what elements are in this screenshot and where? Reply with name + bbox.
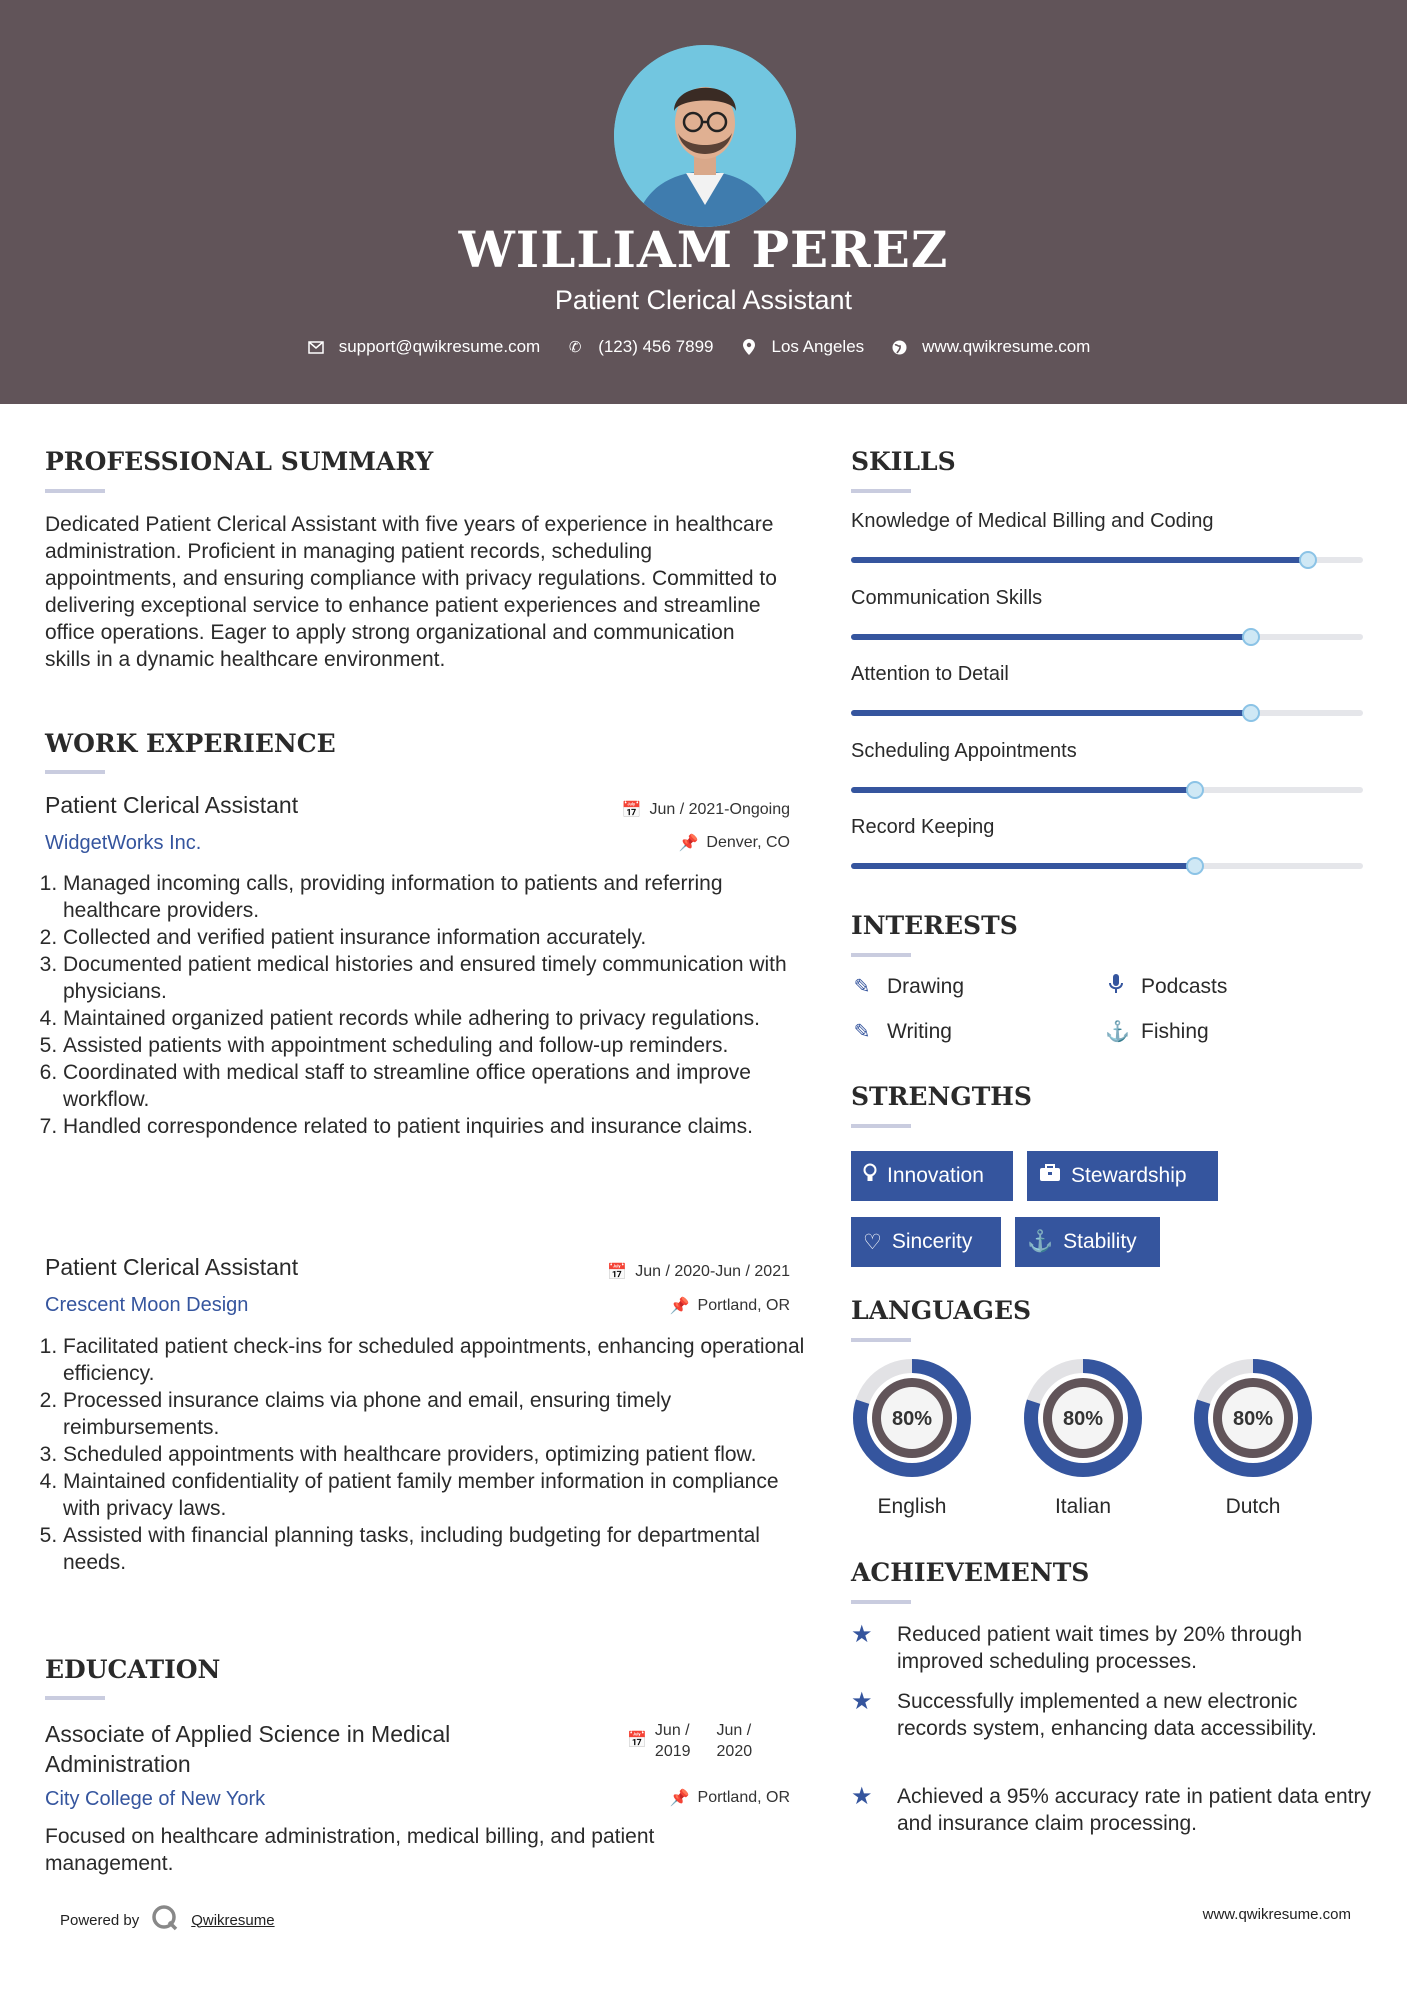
strength-label: Innovation xyxy=(887,1164,984,1187)
skill-label: Communication Skills xyxy=(851,586,1043,609)
job-location-text: Portland, OR xyxy=(697,1297,790,1314)
candidate-name: WILLIAM PEREZ xyxy=(458,220,949,279)
strength-label: Stability xyxy=(1063,1230,1137,1253)
strength-tag xyxy=(1015,1217,1160,1267)
degree-title-line2: Administration xyxy=(45,1751,191,1777)
interest-item xyxy=(851,1019,952,1044)
list-item: 2. Collected and verified patient insurance information accurately. xyxy=(63,924,793,951)
job-dates-text: Jun / 2021-Ongoing xyxy=(649,801,790,818)
skill-bar xyxy=(851,557,1363,563)
job-company[interactable]: Crescent Moon Design xyxy=(45,1294,249,1316)
experience-heading-underline xyxy=(45,770,105,774)
list-item: 6. Coordinated with medical staff to streamline office operations and improve workflow. xyxy=(63,1059,793,1113)
skills-heading-underline xyxy=(851,489,911,493)
job-company[interactable]: WidgetWorks Inc. xyxy=(45,832,202,854)
skill-label: Scheduling Appointments xyxy=(851,739,1077,762)
skills-heading: SKILLS xyxy=(851,447,956,476)
location-text: Los Angeles xyxy=(771,337,865,356)
achievement-text: Successfully implemented a new electronic records system, enhancing data accessibility. xyxy=(897,1690,1317,1740)
education-heading-underline xyxy=(45,1696,105,1700)
website-text: www.qwikresume.com xyxy=(922,337,1091,356)
skill-bar xyxy=(851,634,1363,640)
phone-icon: ✆ xyxy=(568,339,582,356)
education-location-text: Portland, OR xyxy=(697,1789,790,1806)
anchor-icon: ⚓ xyxy=(1027,1230,1054,1253)
footer-powered-by xyxy=(60,1904,275,1936)
language-ring xyxy=(1192,1357,1314,1479)
skill-bar xyxy=(851,710,1363,716)
language-percent: 80% xyxy=(891,1408,933,1430)
achievements-heading-underline xyxy=(851,1600,911,1604)
contact-email[interactable] xyxy=(307,337,541,357)
skill-bar xyxy=(851,863,1363,869)
job-responsibilities xyxy=(45,1333,813,1576)
interest-item xyxy=(1105,974,1227,1000)
phone-text: (123) 456 7899 xyxy=(598,337,714,356)
list-item: 4. Maintained organized patient records while adhering to privacy regulations. xyxy=(63,1005,793,1032)
job-location-text: Denver, CO xyxy=(706,834,790,851)
education-heading: EDUCATION xyxy=(45,1655,221,1684)
contact-phone[interactable] xyxy=(566,337,713,357)
skill-bar xyxy=(851,787,1363,793)
education-end: Jun / 2020 xyxy=(716,1722,753,1760)
summary-text: Dedicated Patient Clerical Assistant with five years of experience in healthcare administration. Proficient in managing patient records, scheduling appointments, and ensuring compliance with privacy regulations. Committed to delivering exceptional service to enhance patient experiences and streamline office operations. Eager to apply strong organizational and communication skills in a dynamic healthcare environment. xyxy=(45,513,777,671)
pin-icon: 📌 xyxy=(669,1790,690,1807)
job-responsibilities xyxy=(45,870,793,1140)
pencil-icon: ✎ xyxy=(853,976,871,998)
skill-bar-knob xyxy=(1242,628,1260,646)
list-item: 1. Managed incoming calls, providing information to patients and referring healthcare providers. xyxy=(63,870,793,924)
job-title: Patient Clerical Assistant xyxy=(45,1254,299,1280)
star-icon: ★ xyxy=(851,1783,873,1810)
skill-bar-fill xyxy=(851,557,1307,563)
language-ring xyxy=(1022,1357,1144,1479)
strengths-heading: STRENGTHS xyxy=(851,1082,1032,1111)
interest-item xyxy=(1105,1019,1209,1044)
qwikresume-logo-icon xyxy=(151,1904,179,1936)
envelope-icon xyxy=(307,338,325,356)
interest-label: Fishing xyxy=(1141,1019,1209,1043)
achievements-heading: ACHIEVEMENTS xyxy=(851,1558,1090,1587)
skill-label: Record Keeping xyxy=(851,816,995,838)
job-dates-text: Jun / 2020-Jun / 2021 xyxy=(635,1263,790,1280)
pencil-icon: ✎ xyxy=(853,1021,871,1043)
resume-header xyxy=(0,0,1407,404)
list-item: 4. Maintained confidentiality of patient family member information in compliance with privacy laws. xyxy=(63,1468,813,1522)
star-icon: ★ xyxy=(851,1688,873,1715)
brand-link[interactable]: Qwikresume xyxy=(191,1911,275,1929)
languages-heading-underline xyxy=(851,1338,911,1342)
interest-item xyxy=(851,974,964,999)
language-ring xyxy=(851,1357,973,1479)
interest-label: Writing xyxy=(887,1019,952,1043)
degree-title-line1: Associate of Applied Science in Medical xyxy=(45,1721,451,1747)
school-name[interactable]: City College of New York xyxy=(45,1788,266,1810)
list-item: 3. Documented patient medical histories and ensured timely communication with physicians. xyxy=(63,951,793,1005)
list-item: 1. Facilitated patient check-ins for scheduled appointments, enhancing operational efficiency. xyxy=(63,1333,813,1387)
skill-bar-knob xyxy=(1186,781,1204,799)
skill-bar-fill xyxy=(851,710,1250,716)
calendar-icon: 📅 xyxy=(621,802,642,819)
job-dates xyxy=(520,1262,790,1282)
achievement-item xyxy=(851,1621,1371,1675)
achievement-text: Achieved a 95% accuracy rate in patient data entry and insurance claim processing. xyxy=(897,1785,1371,1835)
languages-heading: LANGUAGES xyxy=(851,1296,1032,1325)
achievement-item xyxy=(851,1688,1371,1742)
language-percent: 80% xyxy=(1232,1408,1274,1430)
summary-heading: PROFESSIONAL SUMMARY xyxy=(45,447,434,476)
pin-icon: 📌 xyxy=(678,835,699,852)
strengths-heading-underline xyxy=(851,1124,911,1128)
skill-bar-knob xyxy=(1242,704,1260,722)
education-description: Focused on healthcare administration, medical billing, and patient management. xyxy=(45,1825,655,1875)
education-start: Jun / 2019 xyxy=(654,1722,691,1760)
anchor-icon: ⚓ xyxy=(1105,1021,1130,1043)
skill-bar-fill xyxy=(851,787,1194,793)
list-item: 7. Handled correspondence related to patient inquiries and insurance claims. xyxy=(63,1113,793,1140)
list-item: 5. Assisted patients with appointment scheduling and follow-up reminders. xyxy=(63,1032,793,1059)
skill-label: Attention to Detail xyxy=(851,663,1009,685)
job-title: Patient Clerical Assistant xyxy=(45,792,299,818)
skill-bar-fill xyxy=(851,863,1194,869)
strength-tag xyxy=(851,1151,1013,1201)
education-location xyxy=(520,1788,790,1808)
strength-tag xyxy=(1027,1151,1218,1201)
achievement-text: Reduced patient wait times by 20% through improved scheduling processes. xyxy=(897,1623,1303,1673)
contact-location xyxy=(740,337,865,357)
list-item: 2. Processed insurance claims via phone and email, ensuring timely reimbursements. xyxy=(63,1387,813,1441)
microphone-icon xyxy=(1105,974,1127,1000)
achievement-item xyxy=(851,1783,1371,1837)
job-location xyxy=(520,1296,790,1316)
skill-bar-knob xyxy=(1186,857,1204,875)
strength-label: Sincerity xyxy=(891,1230,973,1253)
interest-label: Podcasts xyxy=(1141,975,1228,998)
calendar-icon: 📅 xyxy=(607,1264,628,1281)
language-name: Dutch xyxy=(1225,1495,1281,1518)
language-percent: 80% xyxy=(1062,1408,1104,1430)
list-item: 5. Assisted with financial planning tasks, including budgeting for departmental needs. xyxy=(63,1522,813,1576)
footer-website[interactable]: www.qwikresume.com xyxy=(1202,1906,1351,1923)
job-location xyxy=(520,833,790,853)
heart-icon: ♡ xyxy=(863,1230,882,1254)
language-name: Italian xyxy=(1054,1495,1112,1518)
calendar-icon: 📅 xyxy=(627,1732,647,1749)
education-dates xyxy=(627,1720,752,1762)
skill-bar-knob xyxy=(1299,551,1317,569)
profile-photo xyxy=(614,45,796,227)
skill-label: Knowledge of Medical Billing and Coding xyxy=(851,510,1214,532)
powered-by-text: Powered by xyxy=(60,1911,140,1929)
job-dates xyxy=(520,800,790,820)
strength-tag xyxy=(851,1217,1001,1267)
map-pin-icon xyxy=(740,338,758,356)
briefcase-icon xyxy=(1039,1164,1061,1188)
interest-label: Drawing xyxy=(887,974,965,998)
degree-title xyxy=(45,1719,450,1779)
interests-heading-underline xyxy=(851,953,911,957)
skill-bar-fill xyxy=(851,634,1250,640)
globe-icon xyxy=(890,338,908,356)
experience-heading: WORK EXPERIENCE xyxy=(45,729,336,758)
candidate-title: Patient Clerical Assistant xyxy=(554,285,853,315)
lightbulb-icon xyxy=(863,1163,877,1189)
pin-icon: 📌 xyxy=(669,1298,690,1315)
list-item: 3. Scheduled appointments with healthcare providers, optimizing patient flow. xyxy=(63,1441,813,1468)
star-icon: ★ xyxy=(851,1621,873,1648)
strength-label: Stewardship xyxy=(1071,1164,1187,1187)
contact-website[interactable] xyxy=(890,337,1090,357)
interests-heading: INTERESTS xyxy=(851,911,1018,940)
email-text: support@qwikresume.com xyxy=(338,337,541,356)
contact-bar xyxy=(0,337,1407,357)
language-name: English xyxy=(877,1495,947,1518)
summary-heading-underline xyxy=(45,489,105,493)
